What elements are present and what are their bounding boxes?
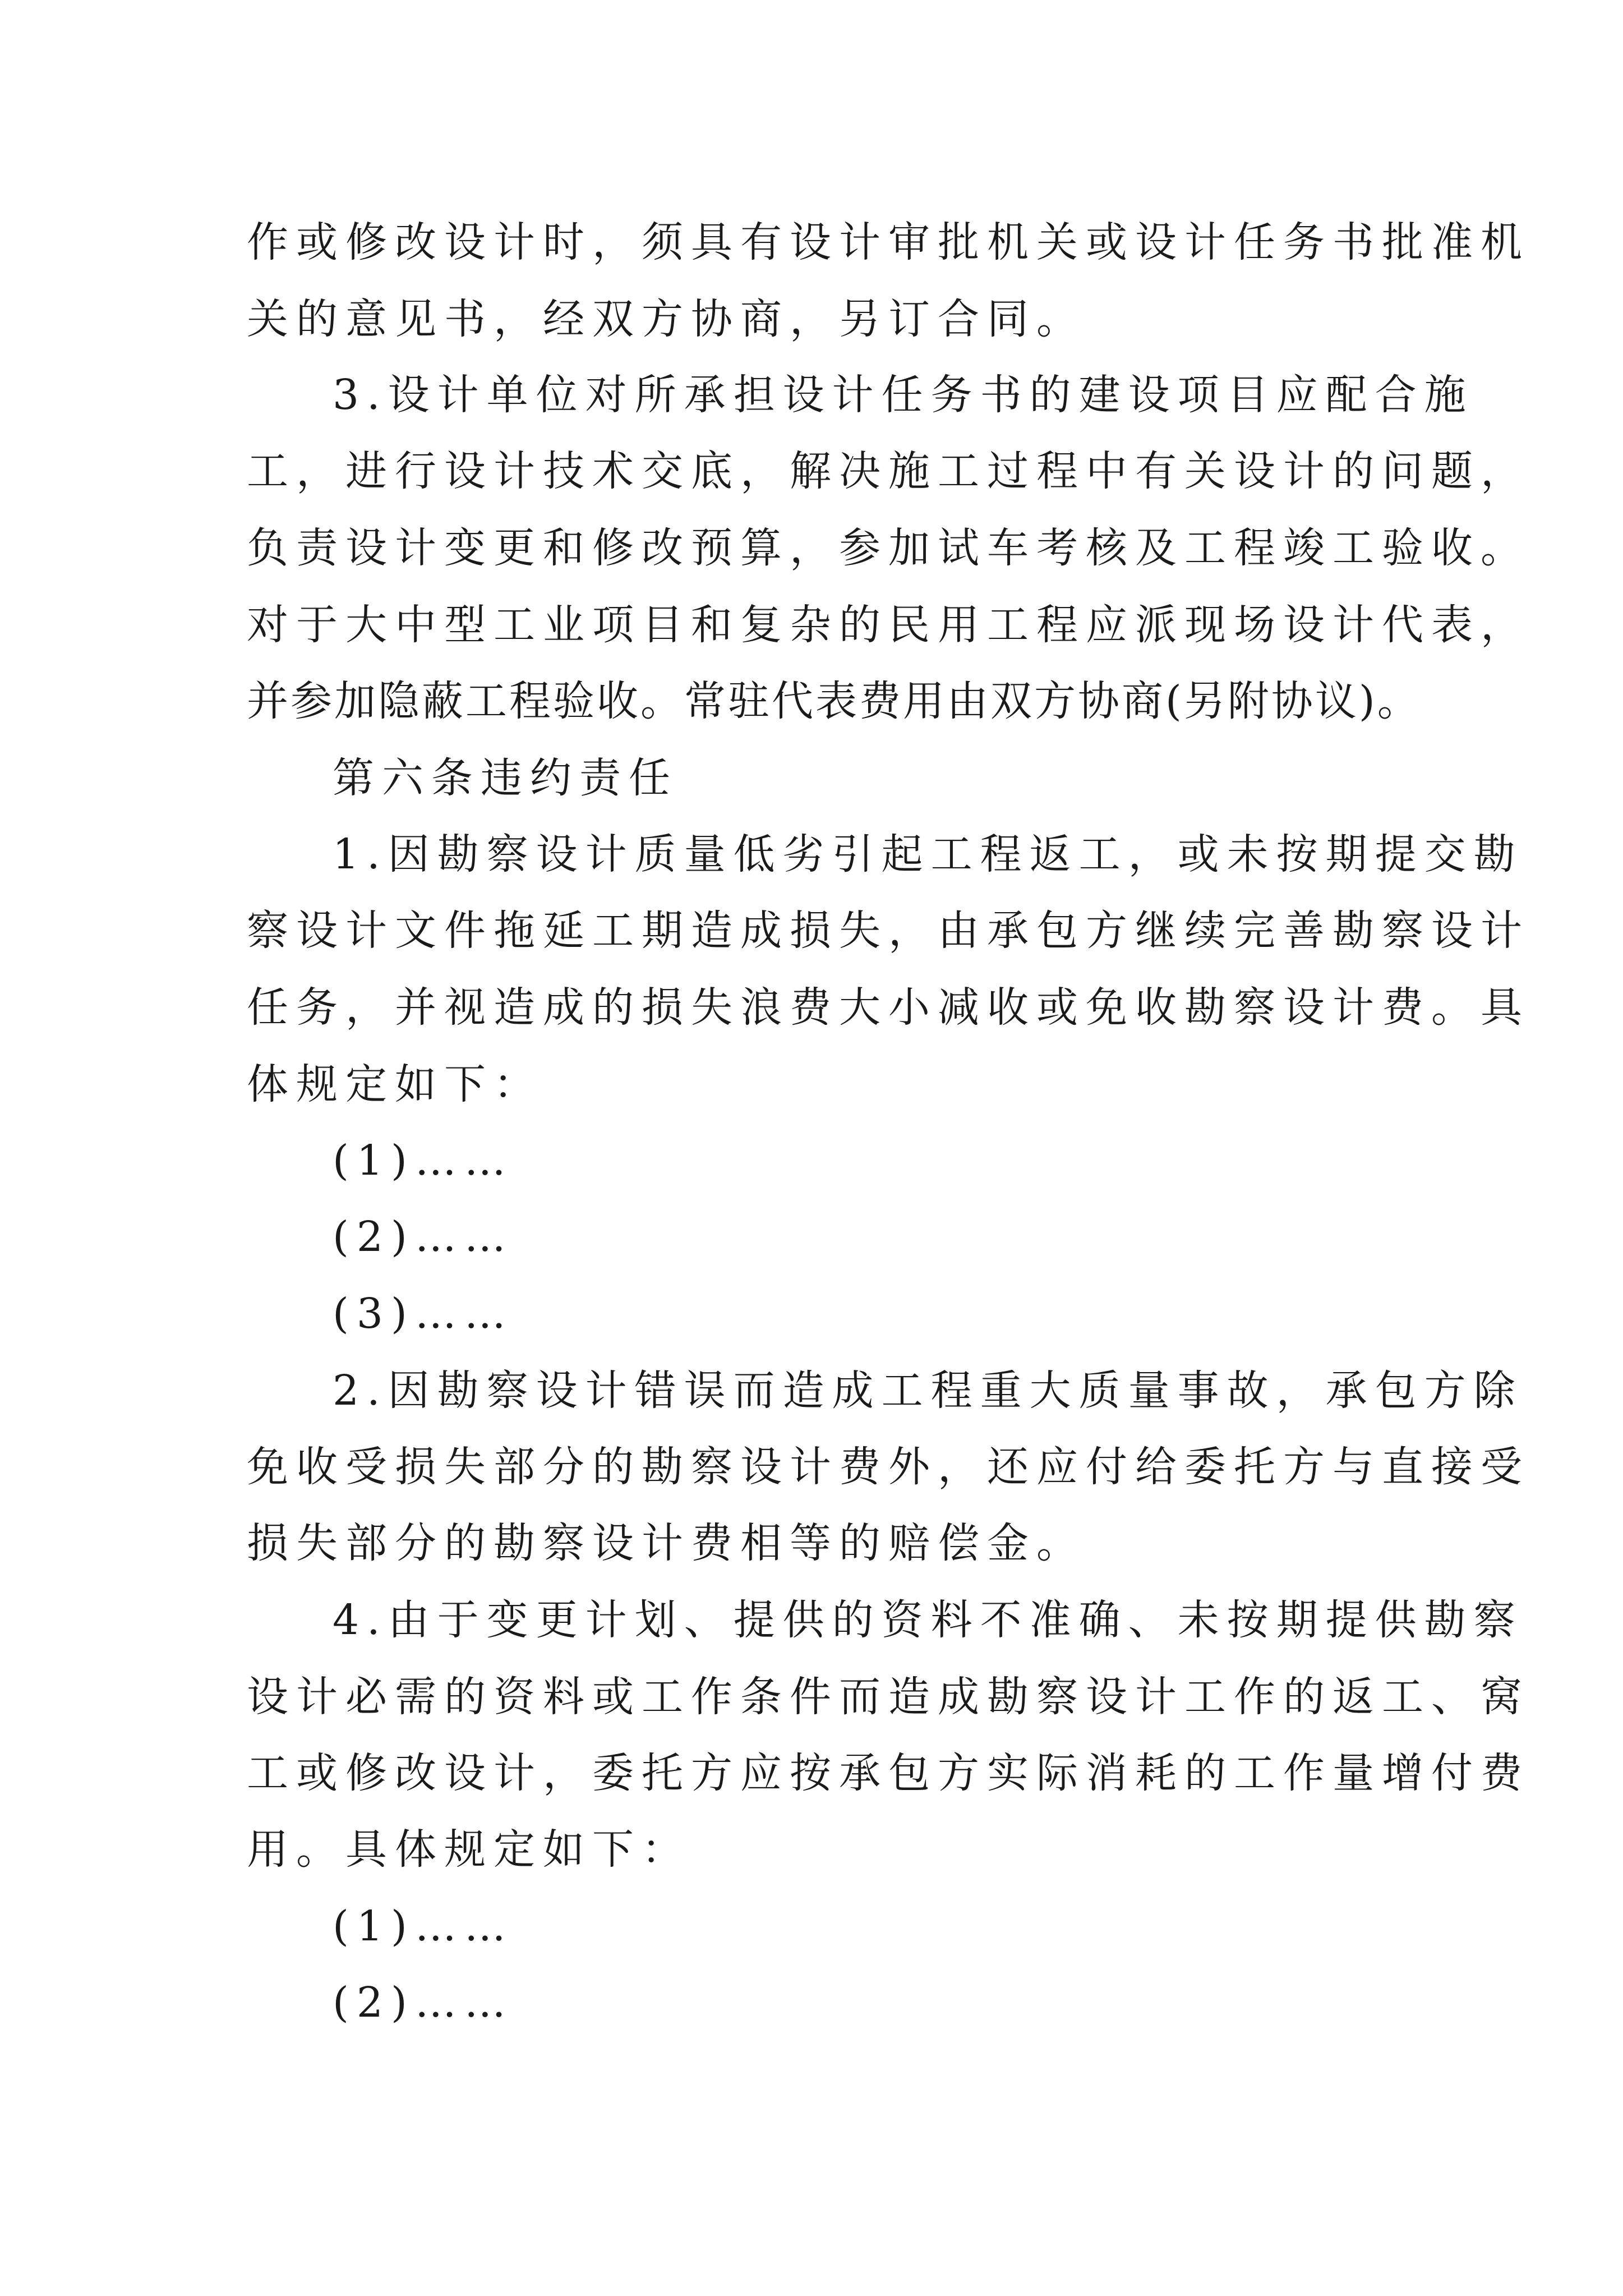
paragraph-line: 关的意见书，经双方协商，另订合同。 (247, 295, 1086, 343)
list-item: (1)…… (333, 1902, 514, 1950)
paragraph-line: 工，进行设计技术交底，解决施工过程中有关设计的问题， (247, 447, 1530, 495)
paragraph-line: 2.因勘察设计错误而造成工程重大质量事故，承包方除 (333, 1366, 1523, 1415)
paragraph-line: 4.由于变更计划、提供的资料不准确、未按期提供勘察 (333, 1596, 1523, 1644)
list-item: (1)…… (333, 1137, 514, 1185)
section-heading: 第六条违约责任 (333, 754, 678, 802)
paragraph-line: 并参加隐蔽工程验收。常驻代表费用由双方协商(另附协议)。 (247, 677, 1421, 725)
paragraph-line: 3.设计单位对所承担设计任务书的建设项目应配合施 (333, 371, 1474, 419)
paragraph-line: 损失部分的勘察设计费相等的赔偿金。 (247, 1519, 1086, 1567)
paragraph-line: 设计必需的资料或工作条件而造成勘察设计工作的返工、窝 (247, 1673, 1530, 1721)
list-item: (3)…… (333, 1290, 514, 1338)
paragraph-line: 作或修改设计时，须具有设计审批机关或设计任务书批准机 (247, 218, 1530, 266)
list-item: (2)…… (333, 1978, 514, 2027)
paragraph-line: 对于大中型工业项目和复杂的民用工程应派现场设计代表， (247, 601, 1530, 649)
paragraph-line: 免收受损失部分的勘察设计费外，还应付给委托方与直接受 (247, 1443, 1530, 1491)
paragraph-line: 负责设计变更和修改预算，参加试车考核及工程竣工验收。 (247, 524, 1530, 572)
paragraph-line: 任务，并视造成的损失浪费大小减收或免收勘察设计费。具 (247, 983, 1530, 1032)
paragraph-line: 工或修改设计，委托方应按承包方实际消耗的工作量增付费 (247, 1749, 1530, 1797)
paragraph-line: 察设计文件拖延工期造成损失，由承包方继续完善勘察设计 (247, 907, 1530, 955)
paragraph-line: 用。具体规定如下： (247, 1825, 691, 1874)
paragraph-line: 1.因勘察设计质量低劣引起工程返工，或未按期提交勘 (333, 830, 1523, 878)
list-item: (2)…… (333, 1213, 514, 1261)
paragraph-line: 体规定如下： (247, 1060, 543, 1108)
